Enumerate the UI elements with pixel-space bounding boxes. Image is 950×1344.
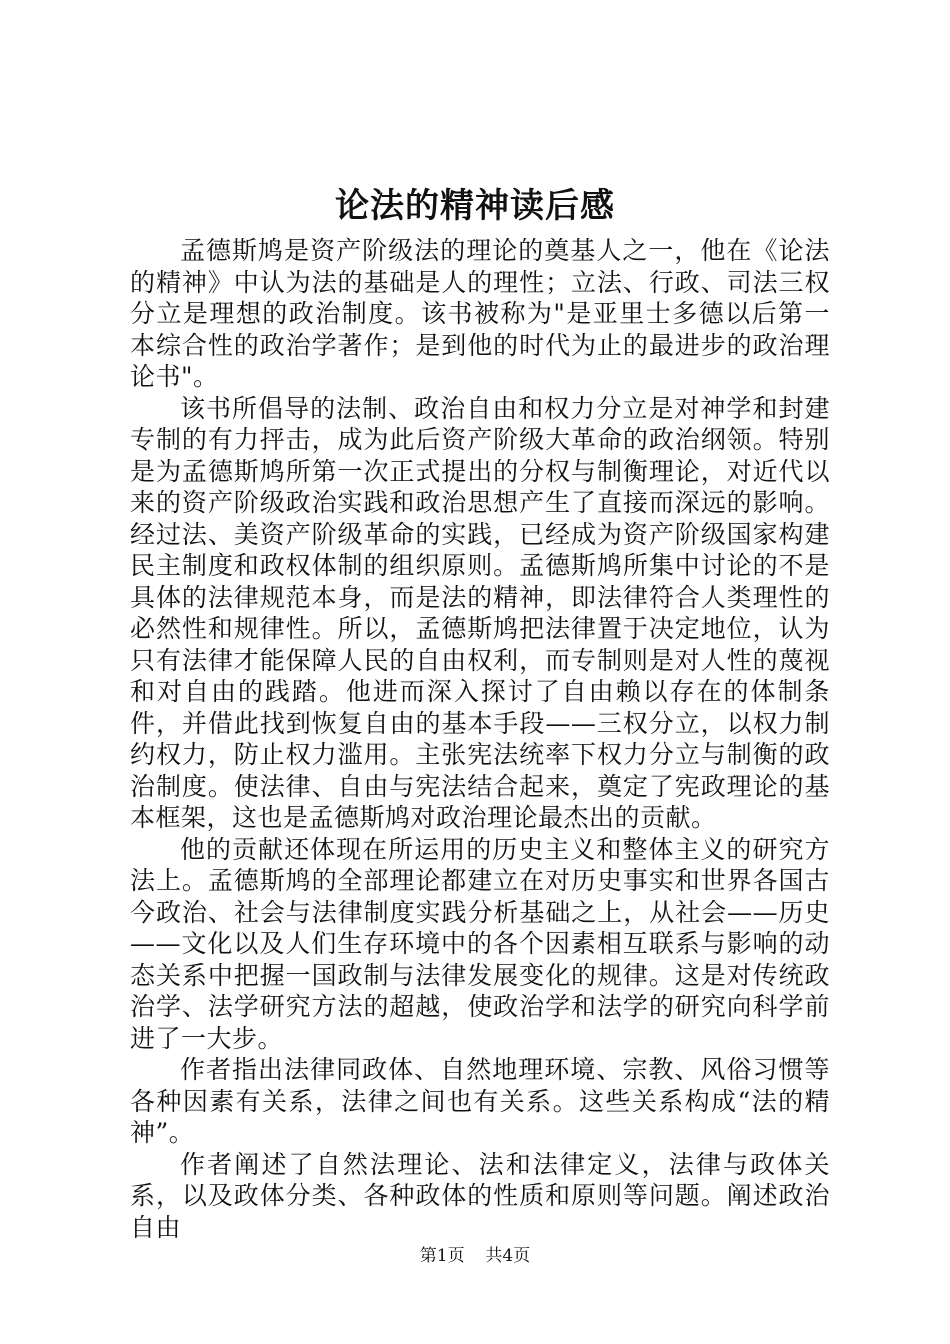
page-total: 共4页 <box>485 1246 531 1266</box>
document-body <box>130 235 830 1243</box>
document-title: 论法的精神读后感 <box>335 186 615 226</box>
page-number: 第1页 <box>419 1246 465 1266</box>
paragraph-5: 作者阐述了自然法理论、法和法律定义，法律与政体关系，以及政体分类、各种政体的性质和原则等问题。阐述政治自由 <box>130 1149 830 1242</box>
paragraph-3: 他的贡献还体现在所运用的历史主义和整体主义的研究方法上。孟德斯鸠的全部理论都建立在对历史事实和世界各国古今政治、社会与法律制度实践分析基础之上，从社会——历史——文化以及人们生存环境中的各个因素相互联系与影响的动态关系中把握一国政制与法律发展变化的规律。这是对传统政治学、法学研究方法的超越，使政治学和法学的研究向科学前进了一大步。 <box>130 834 830 1053</box>
paragraph-4: 作者指出法律同政体、自然地理环境、宗教、风俗习惯等各种因素有关系，法律之间也有关系。这些关系构成“法的精神”。 <box>130 1055 830 1147</box>
paragraph-1: 孟德斯鸠是资产阶级法的理论的奠基人之一，他在《论法的精神》中认为法的基础是人的理性；立法、行政、司法三权分立是理想的政治制度。该书被称为"是亚里士多德以后第一本综合性的政治学著作；是到他的时代为止的最进步的政治理论书"。 <box>130 236 830 391</box>
paragraph-2: 该书所倡导的法制、政治自由和权力分立是对神学和封建专制的有力抨击，成为此后资产阶级大革命的政治纲领。特别是为孟德斯鸠所第一次正式提出的分权与制衡理论，对近代以来的资产阶级政治实践和政治思想产生了直接而深远的影响。经过法、美资产阶级革命的实践，已经成为资产阶级国家构建民主制度和政权体制的组织原则。孟德斯鸠所集中讨论的不是具体的法律规范本身，而是法的精神，即法律符合人类理性的必然性和规律性。所以，孟德斯鸠把法律置于决定地位，认为只有法律才能保障人民的自由权利，而专制则是对人性的蔑视和对自由的践踏。他进而深入探讨了自由赖以存在的体制条件，并借此找到恢复自由的基本手段——三权分立，以权力制约权力，防止权力滥用。主张宪法统率下权力分立与制衡的政治制度。使法律、自由与宪法结合起来，奠定了宪政理论的基本框架，这也是孟德斯鸠对政治理论最杰出的贡献。 <box>130 393 830 832</box>
page-footer <box>0 1244 950 1268</box>
